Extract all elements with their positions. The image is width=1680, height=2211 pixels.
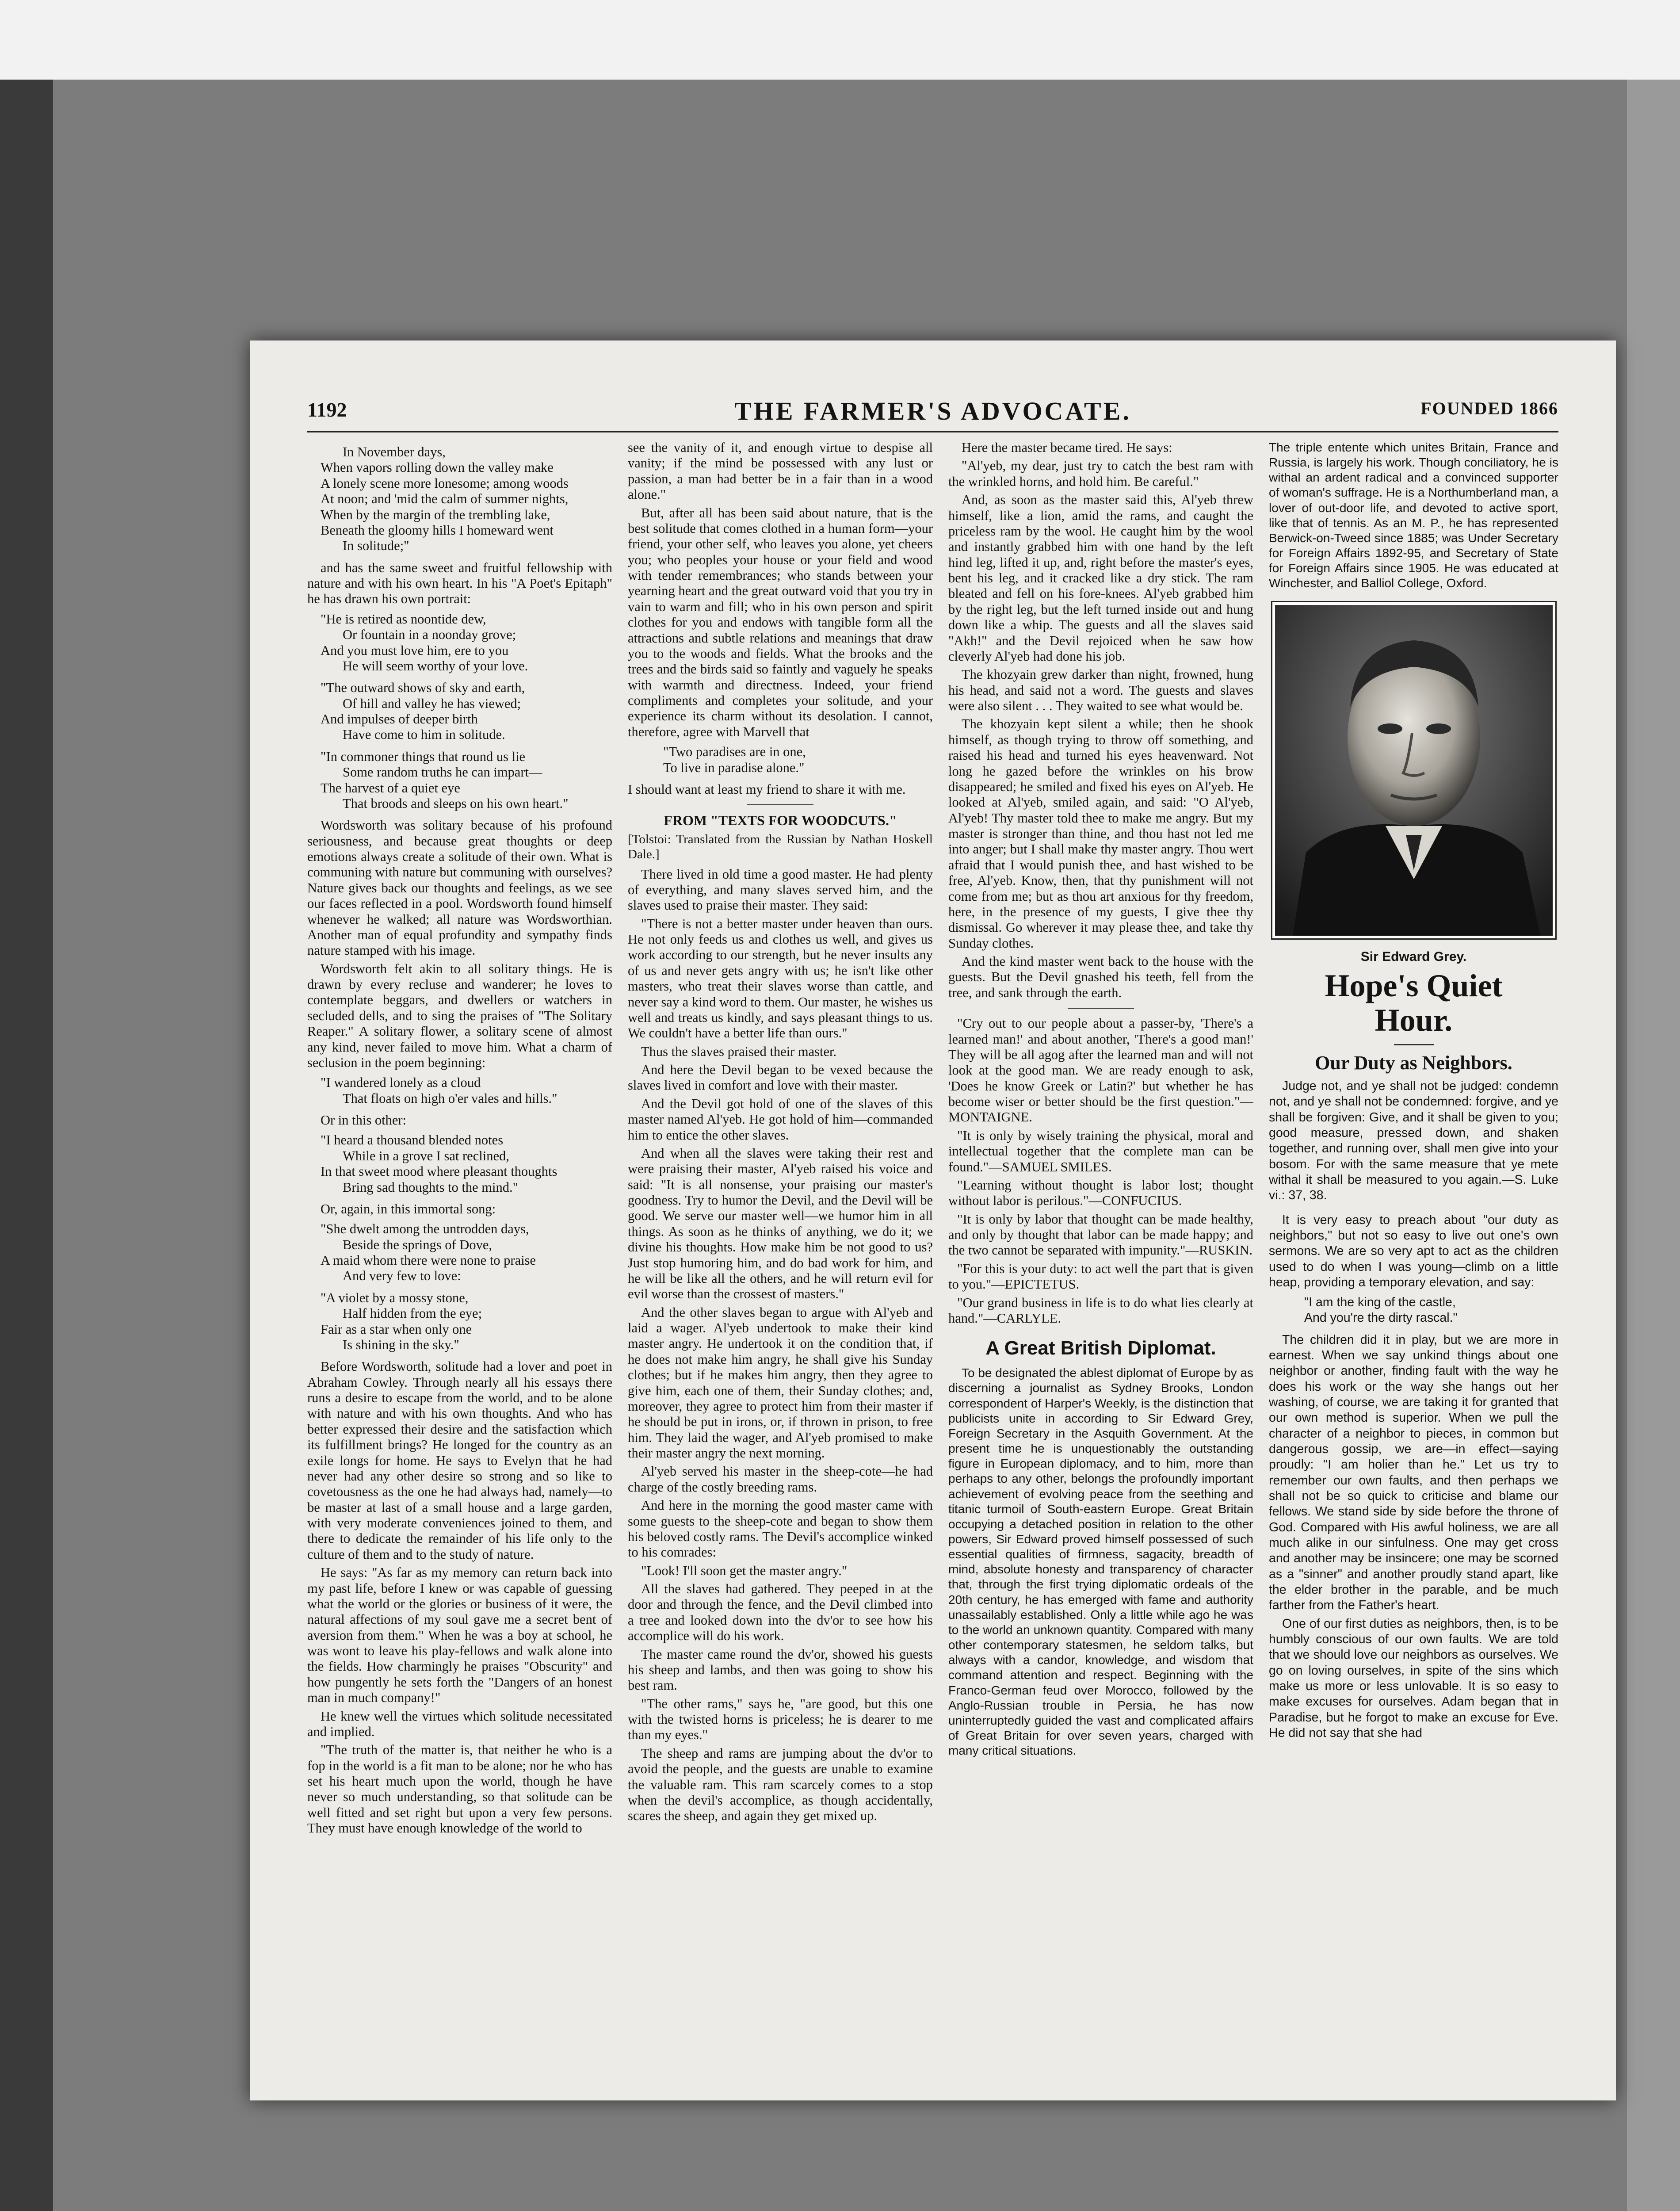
paragraph: Before Wordsworth, solitude had a lover and poet in Abraham Cowley. Through nearly all his essays there runs a desire to escape from the world, and to be alone with nature and with his own thoughts. And who has better expressed their desire and the satisfaction which its fulfillment brings? He longed for the country as an exile longs for home. He says to Evelyn that he had never had any other desire so strong and so like to covetousness as the one he had always had, namely—to be master at last of a small house and a large garden, with very moderate conveniences joined to them, and there to dedicate the remainder of his life only to the culture of them and to the study of nature. xyxy=(307,1359,612,1562)
paragraph: All the slaves had gathered. They peeped in at the door and through the fence, and the Devil climbed into a tree and looked down into the dv'or to see how his accomplice will do his work. xyxy=(628,1581,933,1644)
verse-line: "In commoner things that round us lie xyxy=(321,749,526,764)
paragraph: Wordsworth felt akin to all solitary things. He is drawn by every recluse and wanderer; he loves to contemplate beggars, and dwellers or watchers in secluded dells, and to sing the praises of "The Solitary Reaper." A solitary flower, a solitary scene of almost any kind, never failed to move him. What a charm of seclusion in the poem beginning: xyxy=(307,961,612,1070)
hope-title-line: Hour. xyxy=(1375,1002,1453,1038)
verse-line: In November days, xyxy=(343,444,446,459)
diplomat-article xyxy=(948,1366,1253,1758)
verse-line: "Two paradises are in one, xyxy=(663,744,806,760)
paragraph: Thus the slaves praised their master. xyxy=(641,1044,837,1059)
source-note: [Tolstoi: Translated from the Russian by Nathan Hoskell Dale.] xyxy=(628,832,933,861)
verse-line: While in a grove I sat reclined, xyxy=(343,1148,509,1163)
paragraph: "Al'yeb, my dear, just try to catch the best ram with the wrinkled horns, and hold him. Be careful." xyxy=(948,458,1253,489)
verse-line: Some random truths he can impart— xyxy=(343,765,542,780)
paragraph: Or, again, in this immortal song: xyxy=(321,1201,496,1216)
paragraph: And when all the slaves were taking their rest and were praising their master, Al'yeb raised his voice and said: "It is all nonsense, your praising our master's goodness. Try to humor the Devil, and the Devil will be good. We serve our master well—we humor him in all things. As soon as he thinks of anything, we do it; we divine his thoughts. How make him be not good to us? Just stop humoring him, and do bad work for him, and he will be like all the others, and he will return evil for evil worse than the crossest of masters." xyxy=(628,1145,933,1302)
paragraph: The triple entente which unites Britain, France and Russia, is largely his work. Though conciliatory, he is withal an ardent radical and a convinced supporter of woman's suffrage. He is a Northumberland man, a lover of out-door life, and devoted to active sport, like that of tennis. As an M. P., he has represented Berwick-on-Tweed since 1885; was Under Secretary for Foreign Affairs 1892-95, and Secretary of State for Foreign Affairs since 1905. He was educated at Winchester, and Balliol College, Oxford. xyxy=(1269,440,1558,590)
quotation: "It is only by labor that thought can be made healthy, and only by thought that labor can be made happy; and the two cannot be separated with impunity."—RUSKIN. xyxy=(948,1211,1253,1258)
verse-line: A maid whom there were none to praise xyxy=(321,1253,536,1268)
verse-line: When vapors rolling down the valley make xyxy=(321,460,554,475)
column-2 xyxy=(628,440,933,2094)
paragraph: And here in the morning the good master came with some guests to the sheep-cote and began to show them his beloved costly rams. The Devil's accomplice winked to his comrades: xyxy=(628,1498,933,1560)
film-border-right xyxy=(1627,80,1680,2211)
founded-line: FOUNDED 1866 xyxy=(1420,398,1558,418)
hope-title-line: Hope's Quiet xyxy=(1325,968,1503,1004)
separator-rule xyxy=(1068,1008,1134,1009)
verse-line: That floats on high o'er vales and hills." xyxy=(343,1090,557,1106)
page-header xyxy=(307,398,1558,429)
verse-line: Is shining in the sky." xyxy=(343,1337,459,1352)
verse-line: That broods and sleeps on his own heart." xyxy=(343,796,569,811)
diplomat-continuation xyxy=(1269,440,1558,591)
verse-line: And impulses of deeper birth xyxy=(321,711,478,727)
column-4 xyxy=(1269,440,1558,2094)
paragraph: He says: "As far as my memory can return back into my past life, before I knew or was capable of guessing what the world or the glories or business of it were, the natural affections of my soul gave me a secret bent of aversion from them." When he was a boy at school, he was wont to leave his play-fellows and walk alone into the fields. How charmingly he praises "Obscurity" and how pungently he sets forth the "Dangers of an honest man in much company!" xyxy=(307,1565,612,1706)
verse-line: And you're the dirty rascal." xyxy=(1304,1311,1458,1325)
verse-line: "A violet by a mossy stone, xyxy=(321,1290,469,1305)
paragraph: But, after all has been said about nature, that is the best solitude that comes clothed in a human form—your friend, your other self, who leaves you alone, yet cheers you; who peoples your house or your field and wood with tender remembrances; who stands between your yearning heart and the great outward void that you try in vain to warm and fill; who in his own person and spirit clothes for you and endows with tangible form all the attractions and subtle relations and meanings that draw you to the woods and fields. What the brooks and the trees and the birds said so faintly and vaguely he speaks with warmth and directness. Indeed, your friend compliments and completes your solitude, and your experience its charm without its desolation. I cannot, therefore, agree with Marvell that xyxy=(628,505,933,739)
quotation: "It is only by wisely training the physical, moral and intellectual together that the complete man can be found."—SAMUEL SMILES. xyxy=(948,1128,1253,1174)
portrait-photo xyxy=(1271,601,1557,940)
verse-line: And you must love him, ere to you xyxy=(321,643,509,658)
paragraph: He knew well the virtues which solitude necessitated and implied. xyxy=(307,1708,612,1739)
verse-line: The harvest of a quiet eye xyxy=(321,780,460,796)
verse-line: To live in paradise alone." xyxy=(663,760,805,775)
column-3 xyxy=(948,440,1253,2094)
paragraph: And, as soon as the master said this, Al'yeb threw himself, like a lion, amid the rams, and caught the priceless ram by the wool. He caught him by the wool and instantly grabbed him with one hand by the left hind leg, lifted it up, and, right before the master's eyes, bent his leg, and it cracked like a dry stick. The ram bleated and fell on his fore-knees. Al'yeb grabbed him by the right leg, but the left turned inside out and hung down like a whip. The guests and all the slaves said "Akh!" and the Devil rejoiced when he saw how cleverly Al'yeb had done his job. xyxy=(948,492,1253,664)
verse-line: And very few to love: xyxy=(343,1268,461,1284)
paragraph: And the kind master went back to the house with the guests. But the Devil gnashed his teeth, fell from the tree, and sank through the earth. xyxy=(948,954,1253,1000)
verse-line: Or fountain in a noonday grove; xyxy=(343,627,516,643)
paragraph: To be designated the ablest diplomat of Europe by as discerning a journalist as Sydney Brooks, London correspondent of Harper's Weekly, is the distinction that publicists unite in according to Sir Edward Grey, Foreign Secretary in the Asquith Government. At the present time he is unquestionably the outstanding figure in European diplomacy, and to him, more than perhaps to any other, belongs the profoundly important achievement of evolving peace from the seething and titanic turmoil of South-eastern Europe. Great Britain occupying a detached position in relation to the other powers, Sir Edward proved himself possessed of such essential qualities of firmness, sagacity, breadth of mind, absolute honesty and transparency of character that, through the first trying diplomatic ordeals of the 20th century, he has emerged with fame and authority unassailably established. Only a little while ago he was to the world an unknown quantity. Compared with many other contemporary statesmen, he seldom talks, but always with a candor, knowledge, and wisdom that command attention and respect. Beginning with the Franco-German feud over Morocco, followed by the Anglo-Russian trouble in Persia, he has now uninterruptedly guided the vast and complicated affairs of Great Britain for over seven years, charged with many critical situations. xyxy=(948,1366,1253,1758)
paragraph: I should want at least my friend to share it with me. xyxy=(628,781,906,797)
verse-block xyxy=(307,612,612,812)
hope-article xyxy=(1269,1079,1558,1741)
verse-line: Beside the springs of Dove, xyxy=(343,1237,492,1252)
paragraph: And the Devil got hold of one of the slaves of this master named Al'yeb. He got hold of him—commanded him to entice the other slaves. xyxy=(628,1096,933,1143)
diplomat-heading: A Great British Diplomat. xyxy=(985,1337,1216,1359)
paragraph: The children did it in play, but we are more in earnest. When we say unkind things about one neighbor or another, finding fault with the way he does his work or the way she hangs out her washing, of course, we are taking it for granted that our own method is superior. When we pull the character of a neighbor to pieces, in common but dangerous gossip, we are—in effect—saying proudly: "I am holier than he." Let us try to remember our own faults, and then perhaps we shall not be so quick to criticise and blame our fellows. We stand side by side before the throne of God. Compared with His awful holiness, we are all much alike in our sinfulness. One may get cross and another may be insincere; one may be scorned as a "sinner" and another proudly stand apart, like the elder brother in the parable, and be much farther from the Father's heart. xyxy=(1269,1332,1558,1613)
film-border-top xyxy=(0,0,1680,80)
quotation: "Cry out to our people about a passer-by, 'There's a learned man!' and about another, 'There's a good man!' They will be all agog after the learned man and will not look at the good man. We are ready enough to ask, 'Does he know Greek or Latin?' but whether he has become wiser or better should be the first question."—MONTAIGNE. xyxy=(948,1016,1253,1125)
verse-line: "He is retired as noontide dew, xyxy=(321,611,486,627)
verse-line: Have come to him in solitude. xyxy=(343,727,505,742)
masthead-title: THE FARMER'S ADVOCATE. xyxy=(734,397,1131,425)
newspaper-page xyxy=(250,340,1616,2100)
paragraph: Wordsworth was solitary because of his profound seriousness, and because great thoughts or deep emotions always create a solitude of their own. What is communing with nature but communing with ourselves? Nature gives back our thoughts and feelings, as we see our faces reflected in a pool. Wordsworth found himself whenever he walked; all nature was Wordsworthian. Another man of equal profundity and sympathy finds nature stamped with his image. xyxy=(307,818,612,958)
paragraph: And here the Devil began to be vexed because the slaves lived in comfort and love with their master. xyxy=(628,1062,933,1093)
verse-line: "She dwelt among the untrodden days, xyxy=(321,1221,529,1237)
verse-block xyxy=(307,444,612,554)
separator-rule xyxy=(1394,1044,1434,1045)
paragraph: "Look! I'll soon get the master angry." xyxy=(641,1563,848,1578)
page-number: 1192 xyxy=(307,398,347,421)
portrait-caption: Sir Edward Grey. xyxy=(1360,949,1467,964)
paragraph: Or in this other: xyxy=(321,1113,406,1128)
paragraph: The sheep and rams are jumping about the dv'or to avoid the people, and the guests are unable to examine the valuable ram. This ram scarcely comes to a stop when the devil's accomplice, as though accidentally, scares the sheep, and again they get mixed up. xyxy=(628,1745,933,1824)
paragraph: "The other rams," says he, "are good, but this one with the twisted horns is priceless; he is dearer to me than my eyes." xyxy=(628,1696,933,1743)
verse-line: In that sweet mood where pleasant thoughts xyxy=(321,1164,557,1179)
paragraph: "There is not a better master under heaven than ours. He not only feeds us and clothes us well, and gives us work according to our strength, but he never insults any of us and never gets angry with us; he isn't like other masters, who treat their slaves worse than cattle, and never say a kind word to them. Our master, he wishes us well and treats us kindly, and says pleasant things to us. We couldn't have a better life than ours." xyxy=(628,916,933,1041)
separator-rule xyxy=(747,804,813,805)
duty-heading: Our Duty as Neighbors. xyxy=(1315,1052,1512,1074)
verse-line: Beneath the gloomy hills I homeward went xyxy=(321,522,554,538)
scripture-quote: Judge not, and ye shall not be judged: condemn not, and ye shall not be condemned: forgive, and ye shall be forgiven: Give, and it shall be given to you; good measure, pressed down, and shaken together, and running over, shall men give into your bosom. For with the same measure that ye mete withal it shall be measured to you again.—S. Luke vi.: 37, 38. xyxy=(1269,1079,1558,1203)
verse-line: Bring sad thoughts to the mind." xyxy=(343,1179,519,1195)
quotation: "For this is your duty: to act well the part that is given to you."—EPICTETUS. xyxy=(948,1261,1253,1292)
quotation: "Our grand business in life is to do what lies clearly at hand."—CARLYLE. xyxy=(948,1295,1253,1326)
paragraph: The master came round the dv'or, showed his guests his sheep and lambs, and then was going to show his best ram. xyxy=(628,1646,933,1693)
paragraph: There lived in old time a good master. He had plenty of everything, and many slaves served him, and the slaves used to praise their master. They said: xyxy=(628,866,933,913)
verse-block xyxy=(628,744,933,776)
paragraph: It is very easy to preach about "our duty as neighbors," but not so easy to live out one's own sermons. We are so very apt to act as the children used to do when I was young—climb on a little heap, providing a temporary elevation, and say: xyxy=(1269,1213,1558,1289)
verse-line: A lonely scene more lonesome; among woods xyxy=(321,475,569,491)
hope-title xyxy=(1269,969,1558,1038)
verse-line: Fair as a star when only one xyxy=(321,1321,472,1337)
paragraph: The khozyain kept silent a while; then he shook himself, as though trying to throw off something, and raised his head and turned his eyes heavenward. Not long he gazed before the wrinkles on his brow disappeared; he smiled and fixed his eyes on Al'yeb. He looked at Al'yeb, smiled again, and said: "O Al'yeb, Al'yeb! Thy master told thee to make me angry. But my master is stronger than thine, and thou hast not led me into anger; but I shall make thy master angry. Thou wert afraid that I would punish thee, and hast wished to be free, Al'yeb. Know, then, that thy punishment will not come from me; but as thou art anxious for thy freedom, here, in the presence of my guests, I give thee thy dismissal. Go wherever it may please thee, and take thy Sunday clothes. xyxy=(948,716,1253,951)
paragraph: "The truth of the matter is, that neither he who is a fop in the world is a fit man to be alone; nor he who has set his heart much upon the world, though he have never so much understanding, so that solitude can be well fitted and set right but upon a very few persons. They must have enough knowledge of the world to xyxy=(307,1742,612,1836)
verse-line: "I heard a thousand blended notes xyxy=(321,1132,504,1148)
column-1 xyxy=(307,440,612,2094)
verse-line: "The outward shows of sky and earth, xyxy=(321,680,525,696)
verse-line: Of hill and valley he has viewed; xyxy=(343,696,521,711)
verse-line: In solitude;" xyxy=(343,538,409,554)
verse-block xyxy=(1269,1295,1558,1326)
verse-block xyxy=(307,1221,612,1353)
verse-block xyxy=(307,1075,612,1106)
quotations-block xyxy=(948,1016,1253,1326)
paragraph: One of our first duties as neighbors, then, is to be humbly conscious of our own faults. We are told that we should love our neighbors as ourselves. We go on loving ourselves, in spite of the sins which make us more or less unlovable. It is so easy to make excuses for ourselves. Adam began that in Paradise, but he forgot to make an excuse for Eve. He did not say that she had xyxy=(1269,1616,1558,1740)
verse-line: He will seem worthy of your love. xyxy=(343,658,528,673)
verse-line: Half hidden from the eye; xyxy=(343,1306,482,1321)
paragraph: And the other slaves began to argue with Al'yeb and laid a wager. Al'yeb undertook to make their kind master angry. He undertook it on the condition that, if he does not make him angry, he shall give his Sunday clothes; but if he makes him angry, then they agree to give him, each one of them, their Sunday clothes; and, moreover, they agree to protect him from their master if he should be put in irons, or, if thrown in prison, to free him. They laid the wager, and Al'yeb promised to make their master angry the next morning. xyxy=(628,1304,933,1461)
paragraph: and has the same sweet and fruitful fellowship with nature and with his own heart. In his "A Poet's Epitaph" he has drawn his own portrait: xyxy=(307,560,612,607)
header-rule xyxy=(307,431,1558,432)
verse-block xyxy=(307,1132,612,1195)
paragraph: Al'yeb served his master in the sheep-cote—he had charge of the costly breeding rams. xyxy=(628,1464,933,1495)
paragraph: Here the master became tired. He says: xyxy=(962,440,1172,455)
paragraph: The khozyain grew darker than night, frowned, hung his head, and said not a word. The guests and slaves were also silent . . . They waited to see what would be. xyxy=(948,667,1253,713)
portrait-image xyxy=(1275,605,1553,936)
verse-line: "I am the king of the castle, xyxy=(1304,1295,1456,1310)
verse-line: "I wandered lonely as a cloud xyxy=(321,1075,481,1090)
quotation: "Learning without thought is labor lost; thought without labor is perilous."—CONFUCIUS. xyxy=(948,1177,1253,1209)
paragraph: see the vanity of it, and enough virtue to despise all vanity; if the mind be possessed with any lust or passion, a man had better be in a fair than in a wood alone." xyxy=(628,440,933,502)
verse-line: At noon; and 'mid the calm of summer nights, xyxy=(321,491,569,507)
section-heading: FROM "TEXTS FOR WOODCUTS." xyxy=(664,812,897,829)
verse-line: When by the margin of the trembling lake, xyxy=(321,507,550,522)
